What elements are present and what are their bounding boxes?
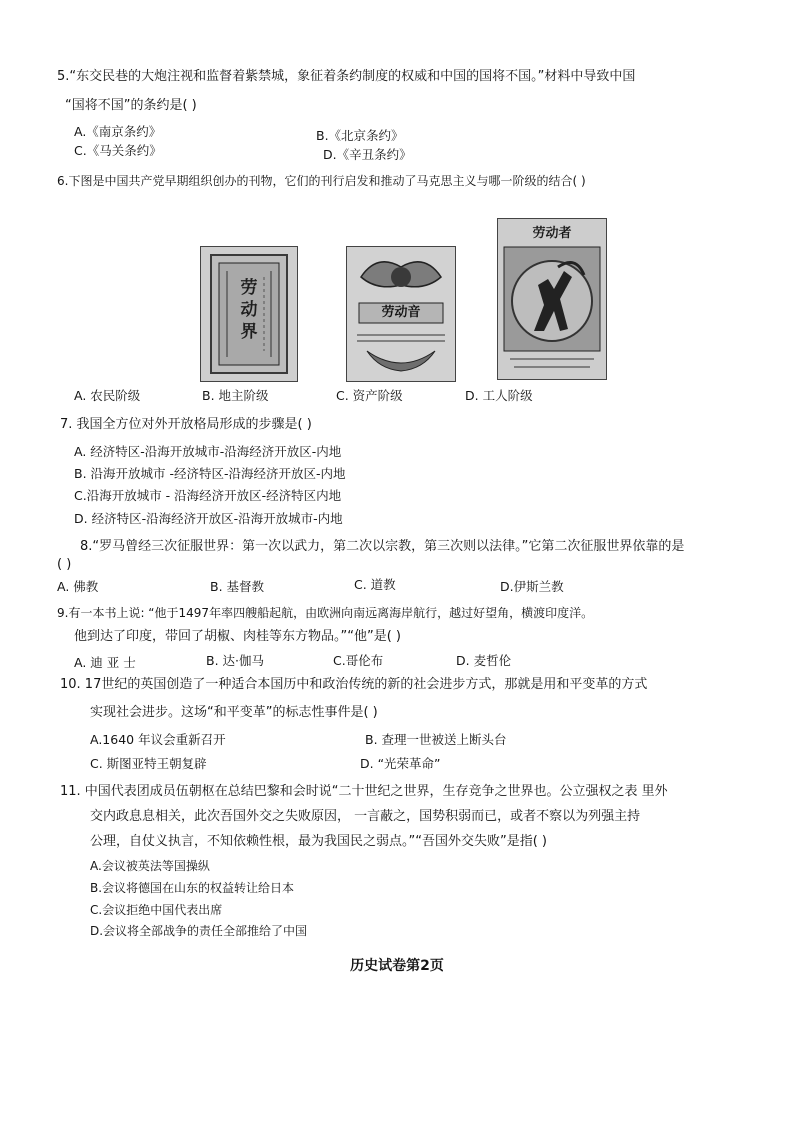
q6-journal-3-title: 劳动者 (532, 226, 572, 241)
q10-option-d: D. “光荣革命” (360, 756, 441, 771)
q7-stem: 7. 我国全方位对外开放格局形成的步骤是( ) (60, 417, 312, 432)
q9-option-c: C.哥伦布 (333, 653, 384, 668)
q8-stem-line1: 8.“罗马曾经三次征服世界：第一次以武力，第二次以宗教，第三次则以法律。”它第二次征服世界依靠的是 (80, 539, 685, 554)
q9-option-b: B. 达·伽马 (206, 653, 264, 668)
q7-option-d: D. 经济特区-沿海经济开放区-沿海开放城市-内地 (74, 511, 343, 526)
q8-stem-line2: ( ) (57, 557, 72, 572)
journal-cover-laodongzhe-icon (498, 219, 606, 379)
q9-option-d: D. 麦哲伦 (456, 653, 512, 668)
q11-option-c: C.会议拒绝中国代表出席 (90, 903, 223, 917)
q11-option-a: A.会议被英法等国操纵 (90, 859, 210, 873)
q8-option-b: B. 基督教 (210, 579, 265, 594)
q6-journal-image-1 (200, 246, 298, 382)
q5-option-d: D.《辛丑条约》 (323, 147, 412, 162)
q6-journal-image-2 (346, 246, 456, 382)
page-footer: 历史试卷第2页 (350, 958, 444, 974)
q5-stem-line1: 5.“东交民巷的大炮注视和监督着紫禁城，象征着条约制度的权威和中国的国将不国。”材料中导致中国 (57, 69, 636, 84)
q10-stem-line2: 实现社会进步。这场“和平变革”的标志性事件是( ) (90, 705, 378, 720)
q8-option-d: D.伊斯兰教 (500, 579, 564, 594)
q6-journal-1-title: 劳动界 (240, 278, 258, 342)
q9-stem-line2: 他到达了印度，带回了胡椒、肉桂等东方物品。”“他”是( ) (74, 629, 401, 644)
q11-stem-line1: 11. 中国代表团成员伍朝枢在总结巴黎和会时说“二十世纪之世界，生存竞争之世界也。公立强权之表 里外 (60, 784, 668, 799)
q10-stem-line1: 10. 17世纪的英国创造了一种适合本国历中和政治传统的新的社会进步方式，那就是用和平变革的方式 (60, 677, 648, 692)
q6-option-d: D. 工人阶级 (465, 388, 533, 403)
q6-journal-image-3 (497, 218, 607, 380)
q5-option-b: B.《北京条约》 (316, 128, 404, 143)
q5-stem-line2: “国将不国”的条约是( ) (65, 98, 197, 113)
q9-option-a: A. 迪 亚 士 (74, 655, 136, 670)
q6-option-c: C. 资产阶级 (336, 388, 403, 403)
q9-stem-line1: 9.有一本书上说: “他于1497年率四艘船起航，由欧洲向南远离海岸航行，越过好望角，横渡印度洋。 (57, 606, 594, 620)
q6-option-a: A. 农民阶级 (74, 388, 141, 403)
q7-option-c: C.沿海开放城市 - 沿海经济开放区-经济特区内地 (74, 488, 342, 503)
q10-option-b: B. 查理一世被送上断头台 (365, 732, 507, 747)
q11-option-b: B.会议将德国在山东的权益转让给日本 (90, 881, 295, 895)
q11-option-d: D.会议将全部战争的责任全部推给了中国 (90, 924, 308, 938)
q7-option-a: A. 经济特区-沿海开放城市-沿海经济开放区-内地 (74, 444, 342, 459)
q6-option-b: B. 地主阶级 (202, 388, 269, 403)
q6-stem-line1: 6.下图是中国共产党早期组织创办的刊物，它们的刊行启发和推动了马克思主义与哪一阶级的结合( ) (57, 174, 586, 188)
q11-stem-line3: 公理，自仗义执言，不知依赖性根，最为我国民之弱点。”“吾国外交失败”是指( ) (90, 834, 547, 849)
q7-option-b: B. 沿海开放城市 -经济特区-沿海经济开放区-内地 (74, 466, 346, 481)
q6-journal-2-title: 劳动音 (381, 305, 421, 320)
q8-option-a: A. 佛教 (57, 579, 99, 594)
q5-option-a: A.《南京条约》 (74, 124, 162, 139)
q11-stem-line2: 交内政息息相关，此次吾国外交之失败原因， 一言蔽之，国势积弱而已，或者不察以为列强主持 (90, 809, 641, 824)
q10-option-c: C. 斯图亚特王朝复辟 (90, 756, 207, 771)
q10-option-a: A.1640 年议会重新召开 (90, 732, 226, 747)
q5-option-c: C.《马关条约》 (74, 143, 162, 158)
q8-option-c: C. 道教 (354, 577, 396, 592)
